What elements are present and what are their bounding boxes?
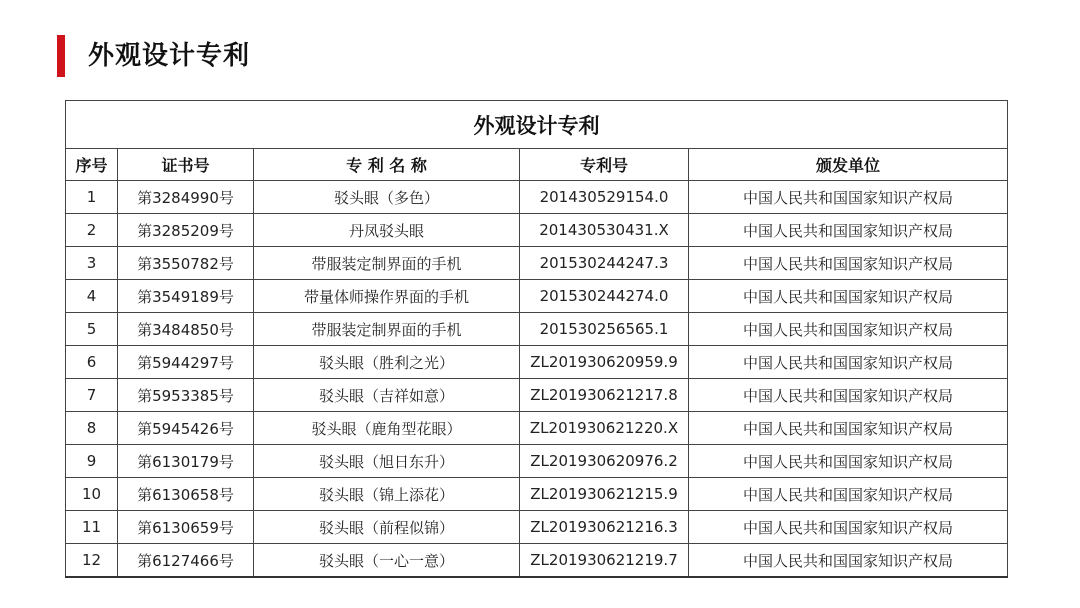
cell-name: 驳头眼（前程似锦） [254,511,520,544]
cell-certificate: 第3484850号 [118,313,254,346]
cell-certificate: 第3549189号 [118,280,254,313]
table-header-row [66,149,1008,181]
column-header-index: 序号 [66,149,118,181]
cell-name: 驳头眼（多色） [254,181,520,214]
cell-issuer: 中国人民共和国国家知识产权局 [689,346,1008,379]
column-header-name: 专 利 名 称 [254,149,520,181]
cell-patent-number: ZL201930621215.9 [520,478,689,511]
cell-name: 带服装定制界面的手机 [254,247,520,280]
cell-index: 7 [66,379,118,412]
table-row [66,412,1008,445]
cell-certificate: 第6130179号 [118,445,254,478]
cell-issuer: 中国人民共和国国家知识产权局 [689,214,1008,247]
cell-index: 3 [66,247,118,280]
cell-patent-number: ZL201930621217.8 [520,379,689,412]
cell-issuer: 中国人民共和国国家知识产权局 [689,511,1008,544]
cell-patent-number: ZL201930620976.2 [520,445,689,478]
cell-patent-number: 201530244247.3 [520,247,689,280]
cell-patent-number: 201430529154.0 [520,181,689,214]
cell-certificate: 第3284990号 [118,181,254,214]
cell-name: 驳头眼（锦上添花） [254,478,520,511]
table-row [66,511,1008,544]
table-row [66,478,1008,511]
cell-certificate: 第6130658号 [118,478,254,511]
cell-name: 驳头眼（鹿角型花眼） [254,412,520,445]
cell-name: 带量体师操作界面的手机 [254,280,520,313]
cell-patent-number: 201530256565.1 [520,313,689,346]
table-row [66,181,1008,214]
cell-issuer: 中国人民共和国国家知识产权局 [689,280,1008,313]
cell-issuer: 中国人民共和国国家知识产权局 [689,313,1008,346]
cell-name: 驳头眼（旭日东升） [254,445,520,478]
column-header-certificate: 证书号 [118,149,254,181]
cell-certificate: 第6127466号 [118,544,254,578]
cell-index: 8 [66,412,118,445]
column-header-patent-number: 专利号 [520,149,689,181]
cell-index: 4 [66,280,118,313]
cell-patent-number: 201530244274.0 [520,280,689,313]
table-row [66,379,1008,412]
table-caption-row [66,101,1008,149]
cell-index: 1 [66,181,118,214]
cell-certificate: 第6130659号 [118,511,254,544]
cell-name: 带服装定制界面的手机 [254,313,520,346]
cell-issuer: 中国人民共和国国家知识产权局 [689,379,1008,412]
cell-index: 5 [66,313,118,346]
table-row [66,280,1008,313]
cell-certificate: 第5945426号 [118,412,254,445]
cell-index: 11 [66,511,118,544]
cell-issuer: 中国人民共和国国家知识产权局 [689,445,1008,478]
table-row [66,214,1008,247]
cell-certificate: 第3550782号 [118,247,254,280]
cell-index: 9 [66,445,118,478]
table-row [66,313,1008,346]
table-caption: 外观设计专利 [66,101,1008,149]
table-row [66,247,1008,280]
table-row [66,445,1008,478]
cell-patent-number: ZL201930621220.X [520,412,689,445]
cell-patent-number: ZL201930621219.7 [520,544,689,578]
cell-index: 6 [66,346,118,379]
title-accent-bar [57,35,65,77]
table-row [66,544,1008,578]
column-header-issuer: 颁发单位 [689,149,1008,181]
cell-index: 2 [66,214,118,247]
cell-issuer: 中国人民共和国国家知识产权局 [689,247,1008,280]
cell-patent-number: 201430530431.X [520,214,689,247]
cell-name: 驳头眼（吉祥如意） [254,379,520,412]
cell-index: 10 [66,478,118,511]
cell-name: 丹凤驳头眼 [254,214,520,247]
cell-certificate: 第3285209号 [118,214,254,247]
cell-name: 驳头眼（胜利之光） [254,346,520,379]
page-title: 外观设计专利 [88,41,251,71]
cell-issuer: 中国人民共和国国家知识产权局 [689,544,1008,578]
cell-patent-number: ZL201930620959.9 [520,346,689,379]
cell-issuer: 中国人民共和国国家知识产权局 [689,412,1008,445]
cell-patent-number: ZL201930621216.3 [520,511,689,544]
cell-certificate: 第5953385号 [118,379,254,412]
table-row [66,346,1008,379]
cell-index: 12 [66,544,118,578]
cell-name: 驳头眼（一心一意） [254,544,520,578]
cell-issuer: 中国人民共和国国家知识产权局 [689,478,1008,511]
patent-table [65,100,1008,578]
cell-certificate: 第5944297号 [118,346,254,379]
cell-issuer: 中国人民共和国国家知识产权局 [689,181,1008,214]
